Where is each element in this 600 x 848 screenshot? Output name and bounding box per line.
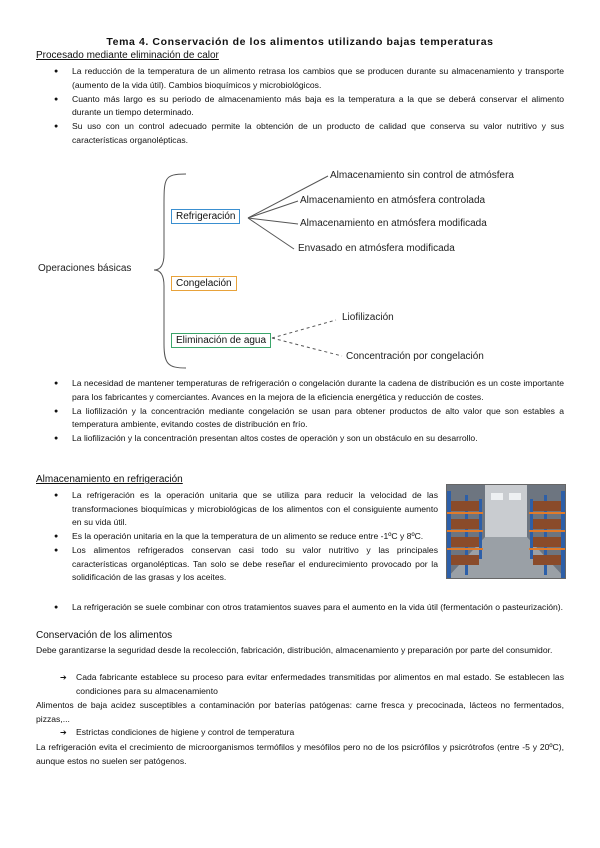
list-item: ● La liofilización y la concentración mediante congelación se usan para obtener productos de alto valor que son estables a temperatura ambiente, evitando costes de distribución en frío.	[36, 405, 564, 432]
elim-child-0: Liofilización	[342, 312, 394, 323]
section1b-bullet-list	[36, 377, 564, 446]
ref-child-3: Envasado en atmósfera modificada	[298, 243, 455, 254]
section-heading-conservacion: Conservación de los alimentos	[36, 630, 173, 641]
section-heading-procesado: Procesado mediante eliminación de calor	[36, 50, 219, 61]
cold-storage-illustration	[447, 485, 565, 578]
list-item: ● Es la operación unitaria en la que la temperatura de un alimento se reduce entre -1ºC y 8ºC.	[36, 530, 438, 544]
section2-bullet-list-b	[36, 601, 564, 615]
conservacion-arrow-list-1	[36, 671, 564, 698]
list-item: ● La refrigeración se suele combinar con otros tratamientos suaves para el aumento en la vida útil (fermentación o pasteurización).	[36, 601, 564, 615]
ref-child-0: Almacenamiento sin control de atmósfera	[330, 170, 514, 181]
eliminacion-agua-box: Eliminación de agua	[171, 333, 271, 348]
list-item: ● La necesidad de mantener temperaturas de refrigeración o congelación durante la cadena de distribución es un coste importante para los fabricantes y comerciantes. Avances en la mejora de la eficiencia energética y reducción de costes.	[36, 377, 564, 404]
list-item: ➔ Cada fabricante establece su proceso para evitar enfermedades transmitidas por alimentos en mal estado. Se establecen las condiciones para su almacenamiento	[36, 671, 564, 698]
connector-elim-1	[272, 338, 342, 356]
ref-child-2: Almacenamiento en atmósfera modificada	[300, 218, 487, 229]
list-item: ● La refrigeración es la operación unitaria que se utiliza para reducir la velocidad de las transformaciones bioquímicas y microbiológicas de los alimentos con el consiguiente aumento en su vida útil.	[36, 489, 438, 530]
list-item: ➔ Estrictas condiciones de higiene y control de temperatura	[36, 726, 564, 740]
conservacion-paragraph-2: Alimentos de baja acidez susceptibles a contaminación por baterías patógenas: carne fresca y precocinada, lácteos no fermentados, pizzas,...	[36, 700, 564, 724]
list-item: ● La reducción de la temperatura de un alimento retrasa los cambios que se producen durante su almacenamiento y transporte (aumento de la vida útil). Cambios bioquímicos y microbiológicos.	[36, 65, 564, 92]
diagram-root-label: Operaciones básicas	[38, 263, 132, 274]
cold-storage-photo	[446, 484, 566, 579]
ref-child-1: Almacenamiento en atmósfera controlada	[300, 195, 486, 206]
connector-ref-1	[248, 201, 298, 218]
refrigeracion-box: Refrigeración	[171, 209, 240, 224]
congelacion-box: Congelación	[171, 276, 237, 291]
elim-child-1: Concentración por congelación	[346, 351, 484, 362]
conservacion-arrow-list-2	[36, 726, 564, 740]
section1-bullet-list	[36, 65, 564, 148]
conservacion-paragraph-3: La refrigeración evita el crecimiento de microorganismos termófilos y mesófilos pero no de los psicrófilos y psicrótrofos (entre -5 y 20ºC), aunque estos no suelen ser patógenos.	[36, 742, 564, 766]
list-item: ● Cuanto más largo es su periodo de almacenamiento más baja es la temperatura a la que se deberá conservar el alimento durante un tiempo determinado.	[36, 93, 564, 120]
section-heading-almacenamiento: Almacenamiento en refrigeración	[36, 474, 183, 485]
page-title: Tema 4. Conservación de los alimentos utilizando bajas temperaturas	[106, 36, 494, 48]
list-item: ● Su uso con un control adecuado permite la obtención de un producto de calidad que conserva su valor nutritivo y sus características organolépticas.	[36, 120, 564, 147]
list-item: ● Los alimentos refrigerados conservan casi todo su valor nutritivo y las principales características organolépticas. Tan solo se debe reseñar el endurecimiento provocado por la solidificación de las grasas y los aceites.	[36, 544, 438, 585]
connector-elim-0	[272, 320, 336, 338]
list-item: ● La liofilización y la concentración presentan altos costes de operación y son un obstáculo en su desarrollo.	[36, 432, 564, 446]
operations-diagram	[36, 166, 564, 371]
conservacion-paragraph-1: Debe garantizarse la seguridad desde la recolección, fabricación, distribución, almacenamiento y preparación por parte del consumidor.	[36, 645, 553, 655]
section2-bullet-list-a	[36, 489, 438, 585]
